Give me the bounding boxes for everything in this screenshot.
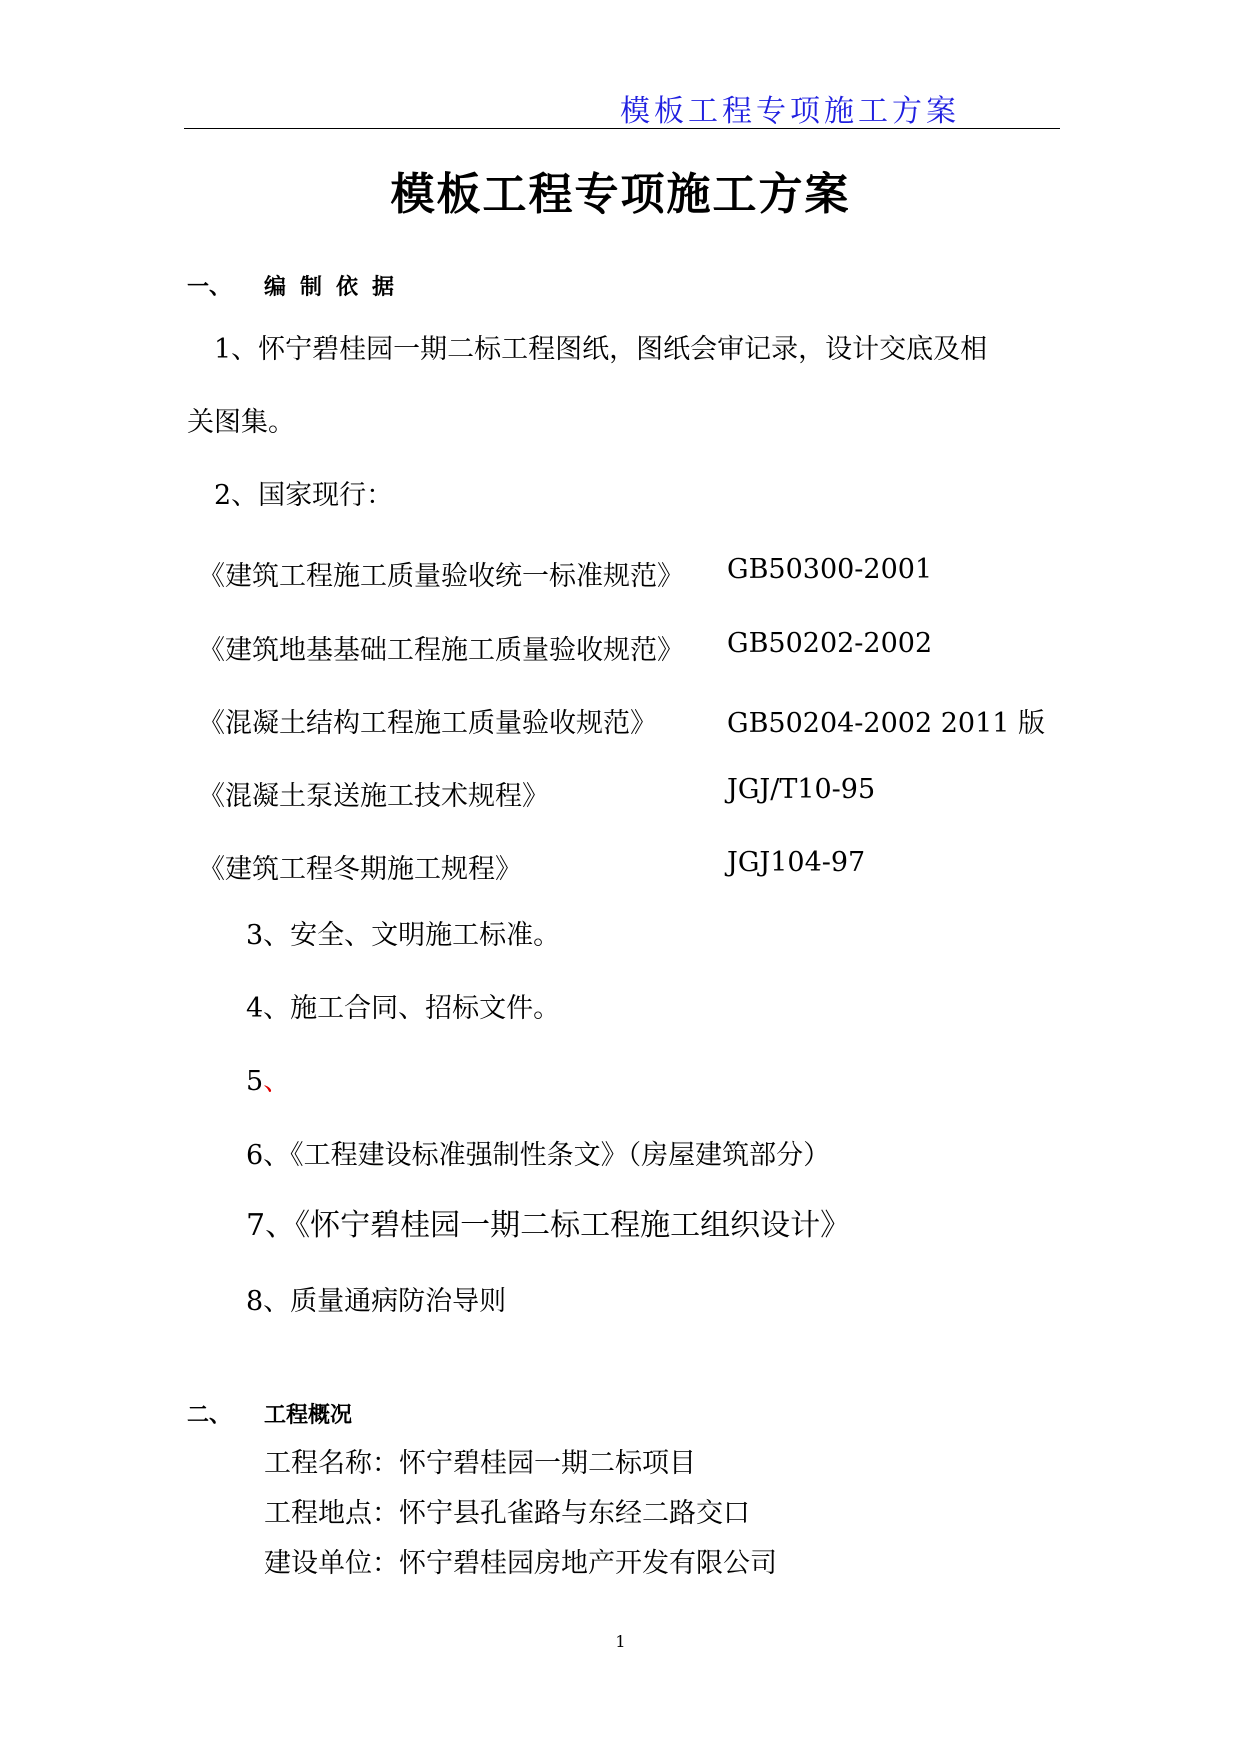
item4: 4、施工合同、招标文件。 [246,993,561,1024]
header-rule [184,128,1060,129]
section2-heading: 工程概况 [264,1403,353,1428]
ref-code: GB50300-2001 [727,554,933,585]
running-header: 模板工程专项施工方案 [620,94,960,129]
ref-name: 《建筑工程冬期施工规程》 [198,854,522,885]
page-number: 1 [615,1632,626,1651]
ref-name: 《建筑工程施工质量验收统一标准规范》 [198,561,684,592]
item1-line1: 1、怀宁碧桂园一期二标工程图纸，图纸会审记录，设计交底及相 [214,334,988,365]
item3: 3、安全、文明施工标准。 [246,920,561,951]
document-title: 模板工程专项施工方案 [390,169,851,220]
ref-name: 《混凝土结构工程施工质量验收规范》 [198,708,657,739]
ref-code: JGJ/T10-95 [727,774,876,805]
item6: 6、《工程建设标准强制性条文》（房屋建筑部分） [246,1140,831,1171]
item5-mark: 、 [263,1066,291,1097]
ref-code: JGJ104-97 [727,847,866,878]
item2: 2、国家现行： [214,480,394,511]
item8: 8、质量通病防治导则 [246,1286,507,1317]
project-info-line: 工程地点：怀宁县孔雀路与东经二路交口 [264,1498,750,1529]
section2-number: 二、 [187,1403,232,1428]
item7: 7、《怀宁碧桂园一期二标工程施工组织设计》 [246,1208,851,1243]
item5-number: 5 [246,1066,264,1097]
ref-code: GB50202-2002 [727,628,933,659]
section1-number: 一、 [187,275,232,300]
section1-heading: 编制依据 [264,275,409,300]
ref-code: GB50204-2002 2011 版 [727,708,1046,739]
item5 [246,1066,290,1098]
project-info-line: 建设单位：怀宁碧桂园房地产开发有限公司 [264,1548,777,1579]
ref-name: 《混凝土泵送施工技术规程》 [198,781,549,812]
ref-name: 《建筑地基基础工程施工质量验收规范》 [198,635,684,666]
project-info-line: 工程名称：怀宁碧桂园一期二标项目 [264,1448,696,1479]
item1-line2: 关图集。 [187,407,295,438]
